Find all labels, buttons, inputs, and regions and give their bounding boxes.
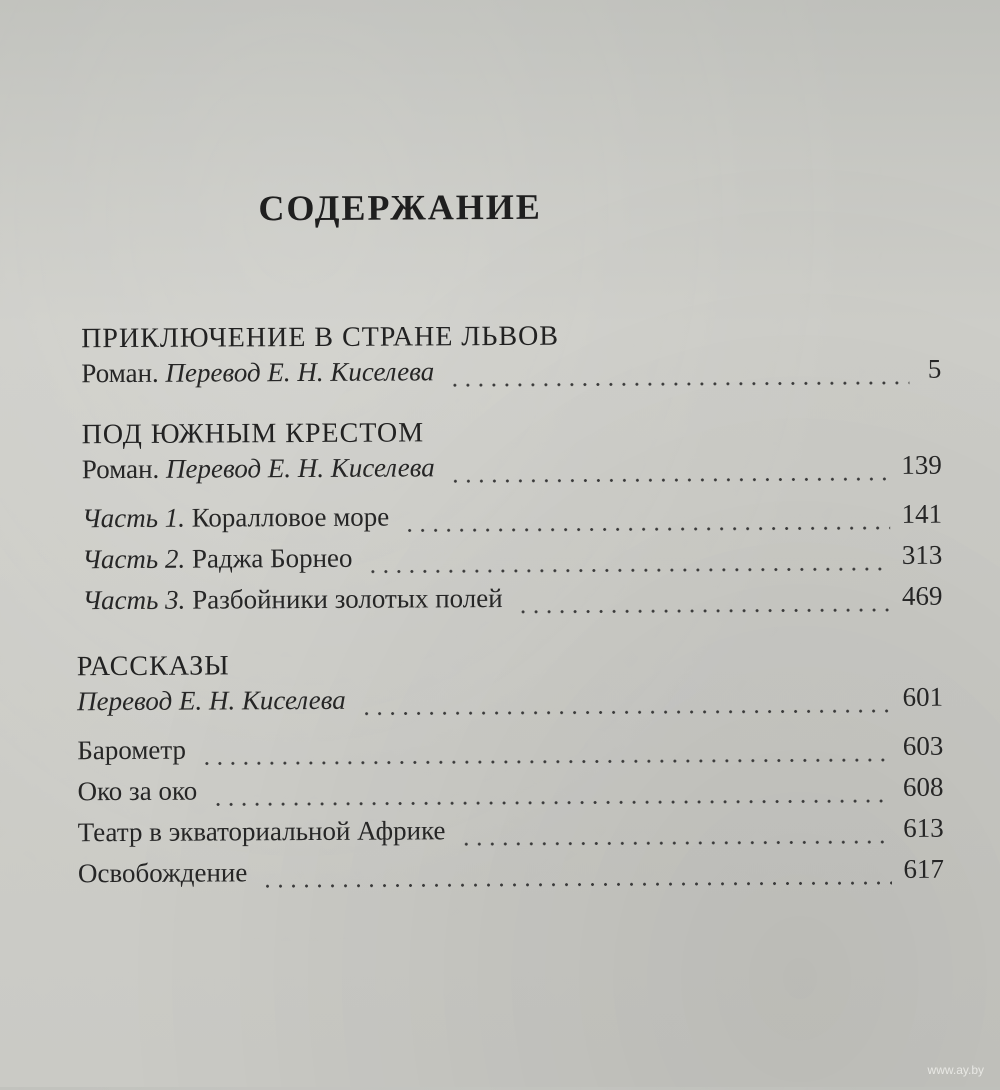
toc-entry	[81, 354, 941, 400]
section-heading: ПРИКЛЮЧЕНИЕ В СТРАНЕ ЛЬВОВ	[81, 320, 560, 355]
entry-label: Перевод Е. Н. Киселева	[165, 452, 435, 484]
toc-entry	[77, 731, 943, 777]
page-title: СОДЕРЖАНИЕ	[258, 186, 542, 229]
entry-label: Барометр	[77, 734, 187, 766]
entry-prefix: Роман.	[81, 357, 159, 389]
entry-label: Раджа Борнео	[191, 542, 353, 574]
section-southern-cross	[82, 412, 943, 627]
dot-leader	[211, 798, 891, 808]
page-number: 601	[902, 681, 944, 712]
toc-entry	[78, 854, 944, 900]
toc-entry	[82, 540, 942, 586]
page-number: 603	[902, 730, 944, 761]
page-number: 613	[903, 812, 944, 843]
entry-prefix: Роман.	[81, 453, 160, 485]
dot-leader	[403, 525, 889, 534]
watermark: www.ay.by	[927, 1063, 984, 1077]
dot-leader	[367, 566, 890, 575]
entry-label: Перевод Е. Н. Киселева	[165, 356, 435, 388]
entry-label: Освобождение	[77, 857, 248, 889]
page-number: 139	[901, 449, 942, 480]
page-number: 608	[902, 771, 944, 802]
toc-entry	[77, 772, 943, 818]
section-lions	[81, 316, 941, 400]
entry-prefix: Часть 3.	[82, 584, 186, 616]
dot-leader	[449, 476, 890, 484]
section-heading: ПОД ЮЖНЫМ КРЕСТОМ	[81, 417, 425, 451]
dot-leader	[360, 708, 891, 717]
entry-label: Око за око	[77, 775, 198, 807]
page-number: 141	[901, 498, 943, 529]
toc-entry	[82, 450, 942, 496]
section-stories	[77, 644, 944, 900]
page-number: 313	[901, 539, 943, 570]
toc-entry	[78, 813, 944, 859]
page-number: 469	[901, 580, 943, 611]
entry-label: Театр в экваториальной Африке	[77, 815, 446, 848]
entry-label: Разбойники золотых полей	[192, 582, 503, 615]
toc-entry	[77, 682, 943, 728]
entry-prefix: Часть 2.	[82, 543, 186, 575]
toc-entry	[82, 499, 942, 545]
toc-entry	[82, 581, 942, 627]
dot-leader	[200, 757, 891, 767]
dot-leader	[517, 607, 890, 615]
entry-label: Коралловое море	[191, 501, 390, 533]
page-number: 617	[903, 853, 945, 884]
entry-prefix: Часть 1.	[82, 502, 186, 534]
dot-leader	[261, 880, 891, 889]
page-number: 5	[927, 353, 942, 384]
dot-leader	[460, 839, 892, 847]
dot-leader	[448, 380, 909, 388]
entry-label: Перевод Е. Н. Киселева	[76, 684, 346, 717]
section-heading: РАССКАЗЫ	[76, 650, 230, 683]
